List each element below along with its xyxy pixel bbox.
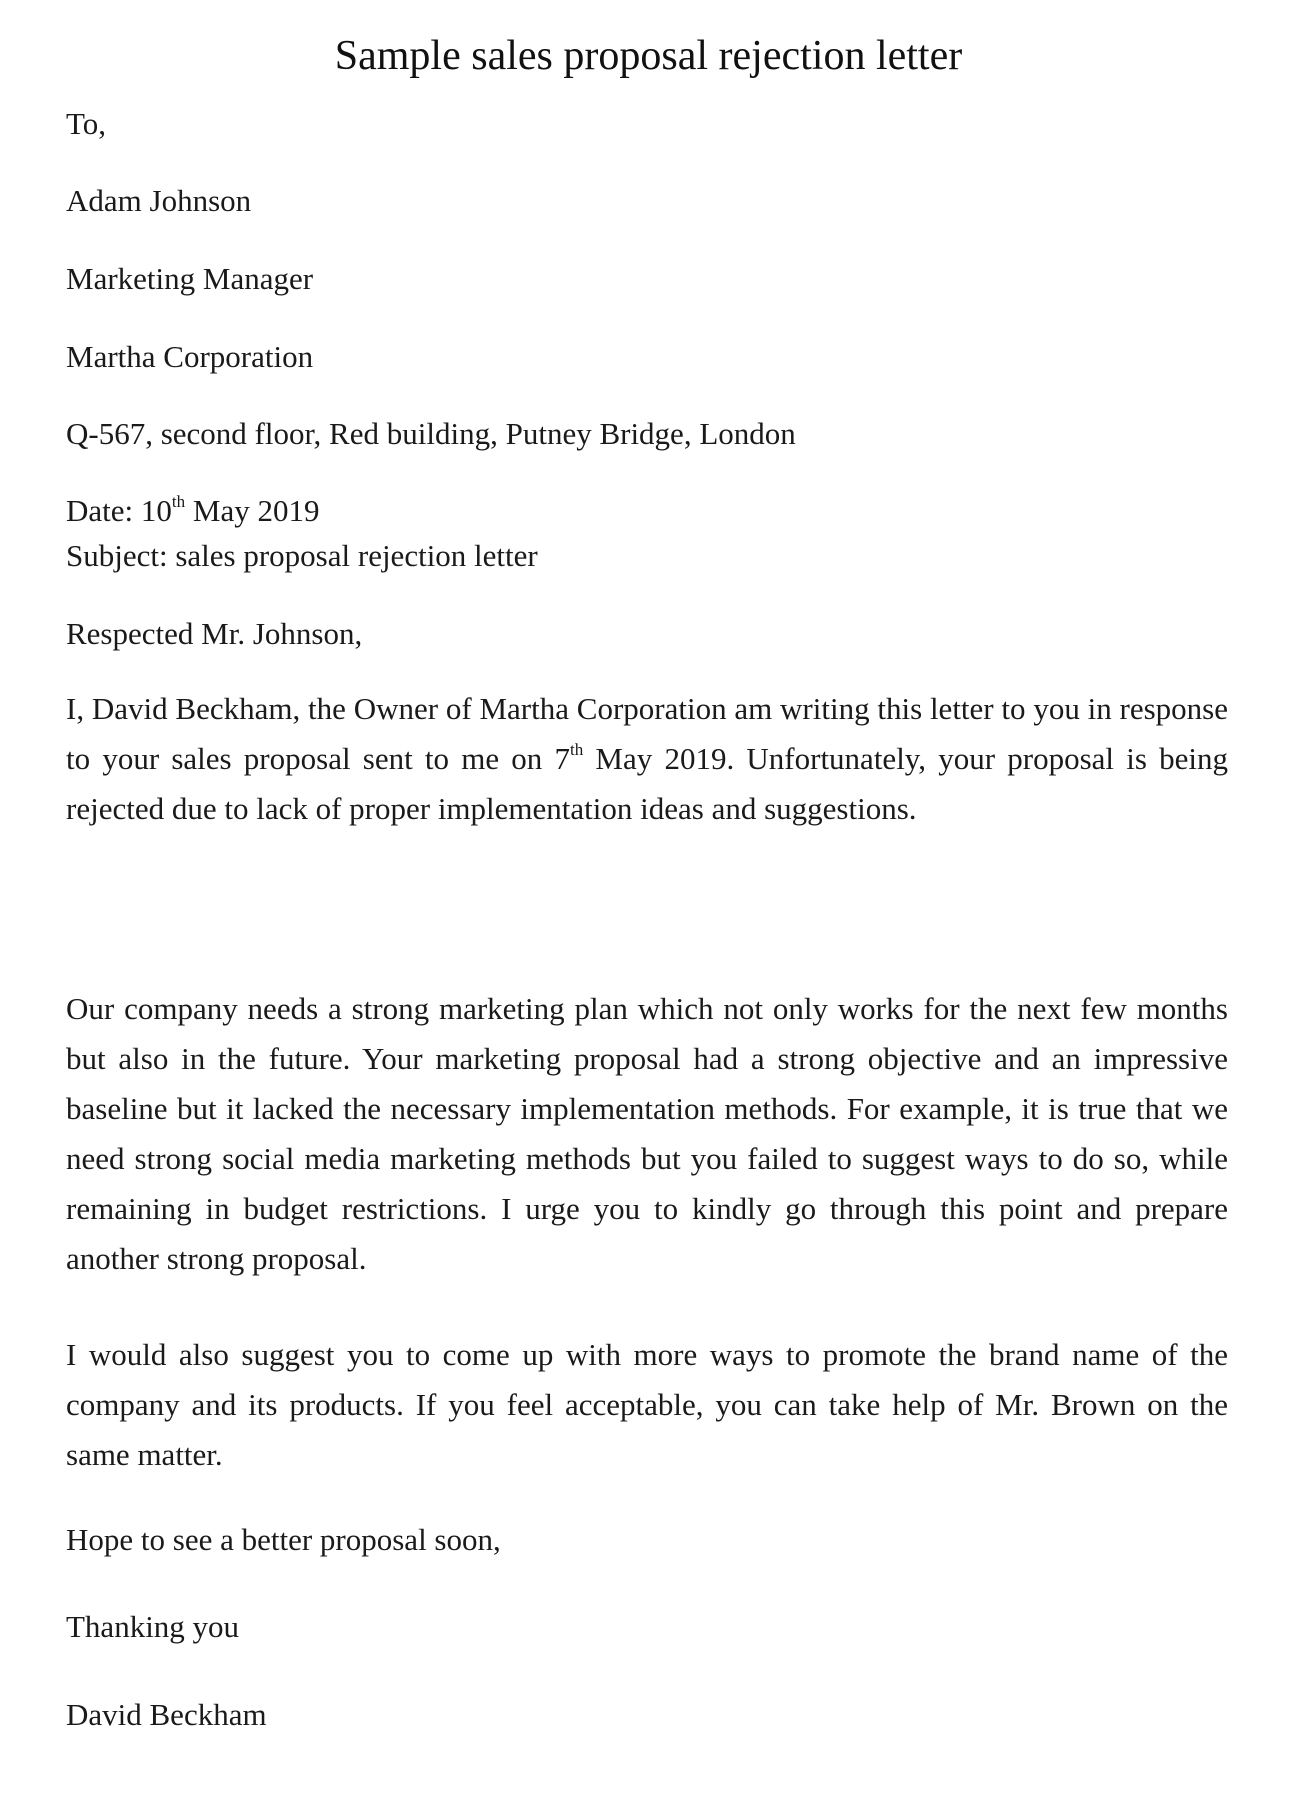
recipient-name: Adam Johnson: [66, 183, 252, 218]
greeting: Respected Mr. Johnson,: [66, 616, 363, 651]
body-paragraph-2: Our company needs a strong marketing plan which not only works for the next few months but also in the future. Your marketing proposal had a strong objective and an impressive baseline but it lacked the necessary implementation methods. For example, it is true that we need strong social media marketing methods but you failed to suggest ways to do so, while remaining in budget restrictions. I urge you to kindly go through this point and prepare another strong proposal.: [66, 991, 1228, 1276]
date-rest: May 2019: [185, 493, 320, 528]
to-label: To,: [66, 106, 107, 141]
closing-hope: Hope to see a better proposal soon,: [66, 1522, 501, 1557]
p1-ordinal: th: [570, 740, 584, 759]
signature-name: David Beckham: [66, 1697, 267, 1732]
recipient-company: Martha Corporation: [66, 339, 314, 374]
letter-date: [66, 491, 319, 531]
date-prefix: Date: 10: [66, 493, 172, 528]
body-paragraph-3: I would also suggest you to come up with more ways to promote the brand name of the company and its products. If you feel acceptable, you can take help of Mr. Brown on the same matter.: [66, 1337, 1228, 1472]
p1-start: I, David Beckham, the Owner of Martha Corporation am writing this letter to you in response to your sales proposal sent to me on 7: [66, 691, 1228, 776]
letter-subject: Subject: sales proposal rejection letter: [66, 538, 538, 573]
p1-end: May 2019. Unfortunately, your proposal is being rejected due to lack of proper implementation ideas and suggestions.: [66, 741, 1228, 826]
date-ordinal: th: [171, 492, 186, 511]
closing-thanks: Thanking you: [66, 1609, 240, 1644]
body-paragraph-1: [66, 684, 1228, 834]
recipient-position: Marketing Manager: [66, 261, 314, 296]
document-title: Sample sales proposal rejection letter: [334, 33, 963, 79]
recipient-address: Q-567, second floor, Red building, Putney Bridge, London: [66, 416, 796, 451]
